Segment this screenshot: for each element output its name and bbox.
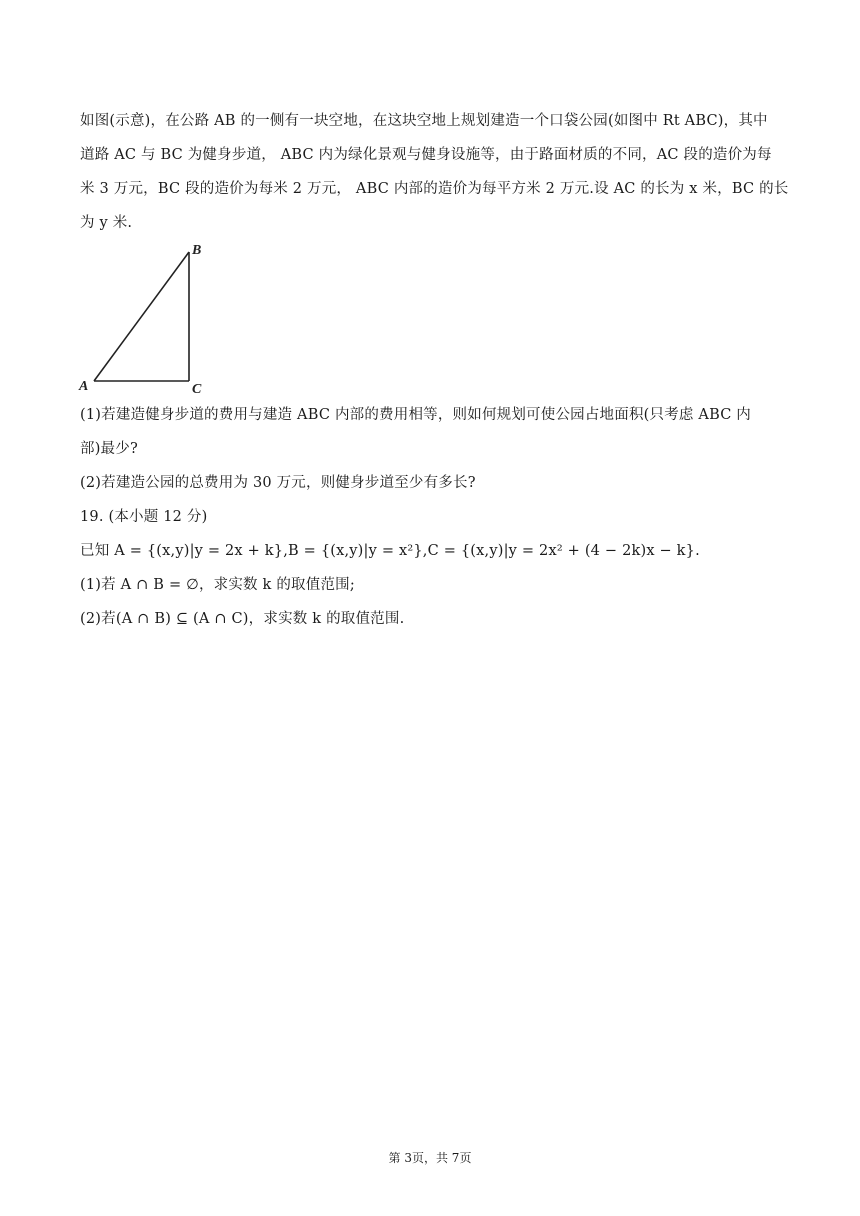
problem18-line-4: 为 y 米. <box>80 215 133 231</box>
vertex-label-c: C <box>192 382 202 397</box>
problem19-statement: 已知 A = {(x,y)|y = 2x + k},B = {(x,y)|y = x²},C = {(x,y)|y = 2x² + (4 − 2k)x − k}. <box>80 543 700 559</box>
segment-ab <box>94 252 189 381</box>
problem18-q1-line-2: 部)最少? <box>80 441 138 457</box>
problem18-line-3: 米 3 万元，BC 段的造价为每米 2 万元， ABC 内部的造价为每平方米 2 万元.设 AC 的长为 x 米，BC 的长 <box>80 181 789 197</box>
right-triangle-figure <box>76 240 216 400</box>
problem18-line-1: 如图(示意)，在公路 AB 的一侧有一块空地，在这块空地上规划建造一个口袋公园(如图中 Rt ABC)，其中 <box>80 113 768 129</box>
problem19-q1: (1)若 A ∩ B = ∅，求实数 k 的取值范围; <box>80 577 355 593</box>
problem18-q2: (2)若建造公园的总费用为 30 万元，则健身步道至少有多长? <box>80 475 476 491</box>
problem19-q2: (2)若(A ∩ B) ⊆ (A ∩ C)，求实数 k 的取值范围. <box>80 611 405 627</box>
problem19-heading: 19. (本小题 12 分) <box>80 509 208 525</box>
problem18-line-2: 道路 AC 与 BC 为健身步道， ABC 内为绿化景观与健身设施等，由于路面材质的不同，AC 段的造价为每 <box>80 147 772 163</box>
problem18-q1-line-1: (1)若建造健身步道的费用与建造 ABC 内部的费用相等，则如何规划可使公园占地面积(只考虑 ABC 内 <box>80 407 752 423</box>
page-footer: 第 3页，共 7页 <box>388 1151 472 1165</box>
vertex-label-a: A <box>79 379 89 394</box>
vertex-label-b: B <box>192 243 202 258</box>
